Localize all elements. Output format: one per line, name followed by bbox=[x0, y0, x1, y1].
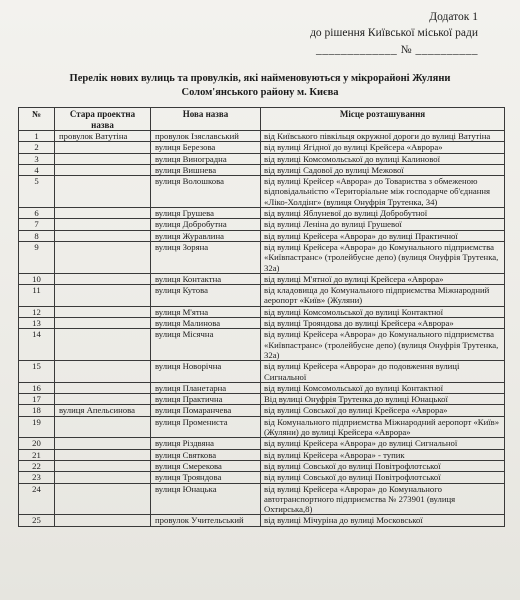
row-location: від вулиці Крейсера «Аврора» до Комунального автотранспортного підприємства № 273901 (вулиця Охтирська,8) bbox=[261, 483, 505, 515]
row-location: від вулиці Леніна до вулиці Грушевої bbox=[261, 219, 505, 230]
row-old-name bbox=[55, 241, 151, 273]
row-old-name bbox=[55, 483, 151, 515]
row-location: від вулиці Крейсер «Аврора» до Товариства з обмеженою відповідальністю «Територіальне між господарче об'єднання «Ліко-Холдінг» (вулиця Онуфрія Трутенка, 34) bbox=[261, 176, 505, 208]
row-new-name: вулиця Волошкова bbox=[151, 176, 261, 208]
row-number: 2 bbox=[19, 142, 55, 153]
row-new-name: вулиця Практична bbox=[151, 394, 261, 405]
row-location: від Комунального підприємства Міжнародний аеропорт «Київ» (Жуляни) до вулиці Крейсера «Аврора» bbox=[261, 416, 505, 438]
table-row bbox=[19, 460, 505, 471]
table-row bbox=[19, 142, 505, 153]
row-number: 23 bbox=[19, 472, 55, 483]
row-old-name bbox=[55, 306, 151, 317]
row-new-name: вулиця Добробутна bbox=[151, 219, 261, 230]
table-row bbox=[19, 306, 505, 317]
table-row bbox=[19, 153, 505, 164]
row-new-name: вулиця Грушева bbox=[151, 208, 261, 219]
row-new-name: вулиця Планетарна bbox=[151, 382, 261, 393]
row-number: 11 bbox=[19, 285, 55, 307]
table-row bbox=[19, 483, 505, 515]
row-new-name: вулиця Трояндова bbox=[151, 472, 261, 483]
row-number: 12 bbox=[19, 306, 55, 317]
table-row bbox=[19, 230, 505, 241]
row-new-name: вулиця Новорічна bbox=[151, 361, 261, 383]
annex-number-line: _____________ № __________ bbox=[316, 44, 478, 56]
row-old-name bbox=[55, 472, 151, 483]
row-location: від вулиці Крейсера «Аврора» до подовження вулиці Сигнальної bbox=[261, 361, 505, 383]
document-title bbox=[20, 72, 500, 100]
table-row bbox=[19, 472, 505, 483]
annex-decision: до рішення Київської міської ради bbox=[310, 27, 478, 39]
row-location: від вулиці Крейсера «Аврора» до Комунального підприємства «Київпастранс» (тролейбусне депо) (вулиця Онуфрія Трутенка, 32а) bbox=[261, 241, 505, 273]
row-location: від вулиці Ягідної до вулиці Крейсера «Аврора» bbox=[261, 142, 505, 153]
row-number: 25 bbox=[19, 515, 55, 526]
row-number: 10 bbox=[19, 273, 55, 284]
row-new-name: вулиця Помаранчева bbox=[151, 405, 261, 416]
row-old-name bbox=[55, 230, 151, 241]
row-new-name: вулиця Зоряна bbox=[151, 241, 261, 273]
row-old-name bbox=[55, 416, 151, 438]
row-new-name: вулиця Місячна bbox=[151, 329, 261, 361]
row-number: 24 bbox=[19, 483, 55, 515]
header-old-name: Стара проектна назва bbox=[55, 108, 151, 131]
row-old-name bbox=[55, 329, 151, 361]
row-new-name: вулиця Промениста bbox=[151, 416, 261, 438]
row-new-name: провулок Ізяславський bbox=[151, 131, 261, 142]
row-new-name: вулиця Юнацька bbox=[151, 483, 261, 515]
row-number: 8 bbox=[19, 230, 55, 241]
row-location: від вулиці Крейсера «Аврора» до вулиці Практичної bbox=[261, 230, 505, 241]
row-old-name bbox=[55, 394, 151, 405]
table-row bbox=[19, 382, 505, 393]
row-new-name: провулок Учительський bbox=[151, 515, 261, 526]
title-line-1: Перелік нових вулиць та провулків, які найменовуються у мікрорайоні Жуляни bbox=[69, 73, 451, 84]
row-new-name: вулиця М'ятна bbox=[151, 306, 261, 317]
table-row bbox=[19, 515, 505, 526]
row-old-name bbox=[55, 142, 151, 153]
row-old-name: вулиця Апельсинова bbox=[55, 405, 151, 416]
row-new-name: вулиця Вишнева bbox=[151, 164, 261, 175]
row-number: 17 bbox=[19, 394, 55, 405]
row-number: 3 bbox=[19, 153, 55, 164]
row-number: 6 bbox=[19, 208, 55, 219]
row-old-name bbox=[55, 318, 151, 329]
row-new-name: вулиця Кутова bbox=[151, 285, 261, 307]
row-old-name bbox=[55, 273, 151, 284]
table-row bbox=[19, 219, 505, 230]
header-new-name: Нова назва bbox=[151, 108, 261, 131]
row-new-name: вулиця Смерекова bbox=[151, 460, 261, 471]
table-row bbox=[19, 241, 505, 273]
row-old-name bbox=[55, 153, 151, 164]
row-number: 20 bbox=[19, 438, 55, 449]
row-location: від вулиці Крейсера «Аврора» - тупик bbox=[261, 449, 505, 460]
row-old-name: провулок Ватутіна bbox=[55, 131, 151, 142]
table-row bbox=[19, 405, 505, 416]
row-new-name: вулиця Малинова bbox=[151, 318, 261, 329]
row-new-name: вулиця Контактна bbox=[151, 273, 261, 284]
row-location: від вулиці Крейсера «Аврора» до Комунального підприємства «Київпастранс» (тролейбусне депо) (вулиця Онуфрія Трутенка, 32а) bbox=[261, 329, 505, 361]
table-row bbox=[19, 318, 505, 329]
row-location: від вулиці Комсомольської до вулиці Контактної bbox=[261, 306, 505, 317]
row-number: 14 bbox=[19, 329, 55, 361]
row-old-name bbox=[55, 460, 151, 471]
row-location: від вулиці Совської до вулиці Крейсера «Аврора» bbox=[261, 405, 505, 416]
row-number: 15 bbox=[19, 361, 55, 383]
row-new-name: вулиця Святкова bbox=[151, 449, 261, 460]
row-location: від вулиці Комсомольської до вулиці Калинової bbox=[261, 153, 505, 164]
row-old-name bbox=[55, 361, 151, 383]
row-location: від вулиці Совської до вулиці Повітрофлотської bbox=[261, 460, 505, 471]
row-number: 1 bbox=[19, 131, 55, 142]
row-number: 4 bbox=[19, 164, 55, 175]
row-location: від кладовища до Комунального підприємства Міжнародний аеропорт «Київ» (Жуляни) bbox=[261, 285, 505, 307]
table-row bbox=[19, 273, 505, 284]
table-row bbox=[19, 449, 505, 460]
row-location: Від вулиці Онуфрія Трутенка до вулиці Юнацької bbox=[261, 394, 505, 405]
row-number: 21 bbox=[19, 449, 55, 460]
row-old-name bbox=[55, 176, 151, 208]
row-location: від вулиці Трояндова до вулиці Крейсера «Аврора» bbox=[261, 318, 505, 329]
row-old-name bbox=[55, 438, 151, 449]
row-number: 18 bbox=[19, 405, 55, 416]
row-new-name: вулиця Виноградна bbox=[151, 153, 261, 164]
table-body bbox=[19, 131, 505, 527]
row-new-name: вулиця Журавлина bbox=[151, 230, 261, 241]
row-old-name bbox=[55, 285, 151, 307]
row-old-name bbox=[55, 449, 151, 460]
streets-table bbox=[18, 107, 505, 527]
row-location: від вулиці Яблуневої до вулиці Добробутної bbox=[261, 208, 505, 219]
table-row bbox=[19, 361, 505, 383]
row-location: від вулиці Садової до вулиці Межової bbox=[261, 164, 505, 175]
row-location: від вулиці Комсомольської до вулиці Контактної bbox=[261, 382, 505, 393]
header-number: № bbox=[19, 108, 55, 131]
title-line-2: Солом'янського району м. Києва bbox=[181, 87, 339, 98]
row-old-name bbox=[55, 208, 151, 219]
table-row bbox=[19, 416, 505, 438]
row-location: від вулиці М'ятної до вулиці Крейсера «Аврора» bbox=[261, 273, 505, 284]
row-new-name: вулиця Березова bbox=[151, 142, 261, 153]
row-location: від Київського півкільця окружної дороги до вулиці Ватутіна bbox=[261, 131, 505, 142]
table-row bbox=[19, 438, 505, 449]
row-number: 22 bbox=[19, 460, 55, 471]
row-number: 9 bbox=[19, 241, 55, 273]
row-old-name bbox=[55, 515, 151, 526]
table-row bbox=[19, 394, 505, 405]
annex-block bbox=[310, 10, 478, 58]
header-location: Місце розташування bbox=[261, 108, 505, 131]
row-number: 19 bbox=[19, 416, 55, 438]
table-header-row bbox=[19, 108, 505, 131]
table-row bbox=[19, 329, 505, 361]
row-number: 16 bbox=[19, 382, 55, 393]
table-row bbox=[19, 131, 505, 142]
row-old-name bbox=[55, 219, 151, 230]
row-old-name bbox=[55, 382, 151, 393]
row-number: 5 bbox=[19, 176, 55, 208]
table-row bbox=[19, 208, 505, 219]
row-location: від вулиці Крейсера «Аврора» до вулиці Сигнальної bbox=[261, 438, 505, 449]
row-new-name: вулиця Різдвяна bbox=[151, 438, 261, 449]
row-number: 13 bbox=[19, 318, 55, 329]
row-number: 7 bbox=[19, 219, 55, 230]
row-location: від вулиці Мічуріна до вулиці Московської bbox=[261, 515, 505, 526]
table-row bbox=[19, 164, 505, 175]
row-old-name bbox=[55, 164, 151, 175]
annex-title: Додаток 1 bbox=[429, 11, 478, 23]
row-location: від вулиці Совської до вулиці Повітрофлотської bbox=[261, 472, 505, 483]
table-row bbox=[19, 176, 505, 208]
table-row bbox=[19, 285, 505, 307]
